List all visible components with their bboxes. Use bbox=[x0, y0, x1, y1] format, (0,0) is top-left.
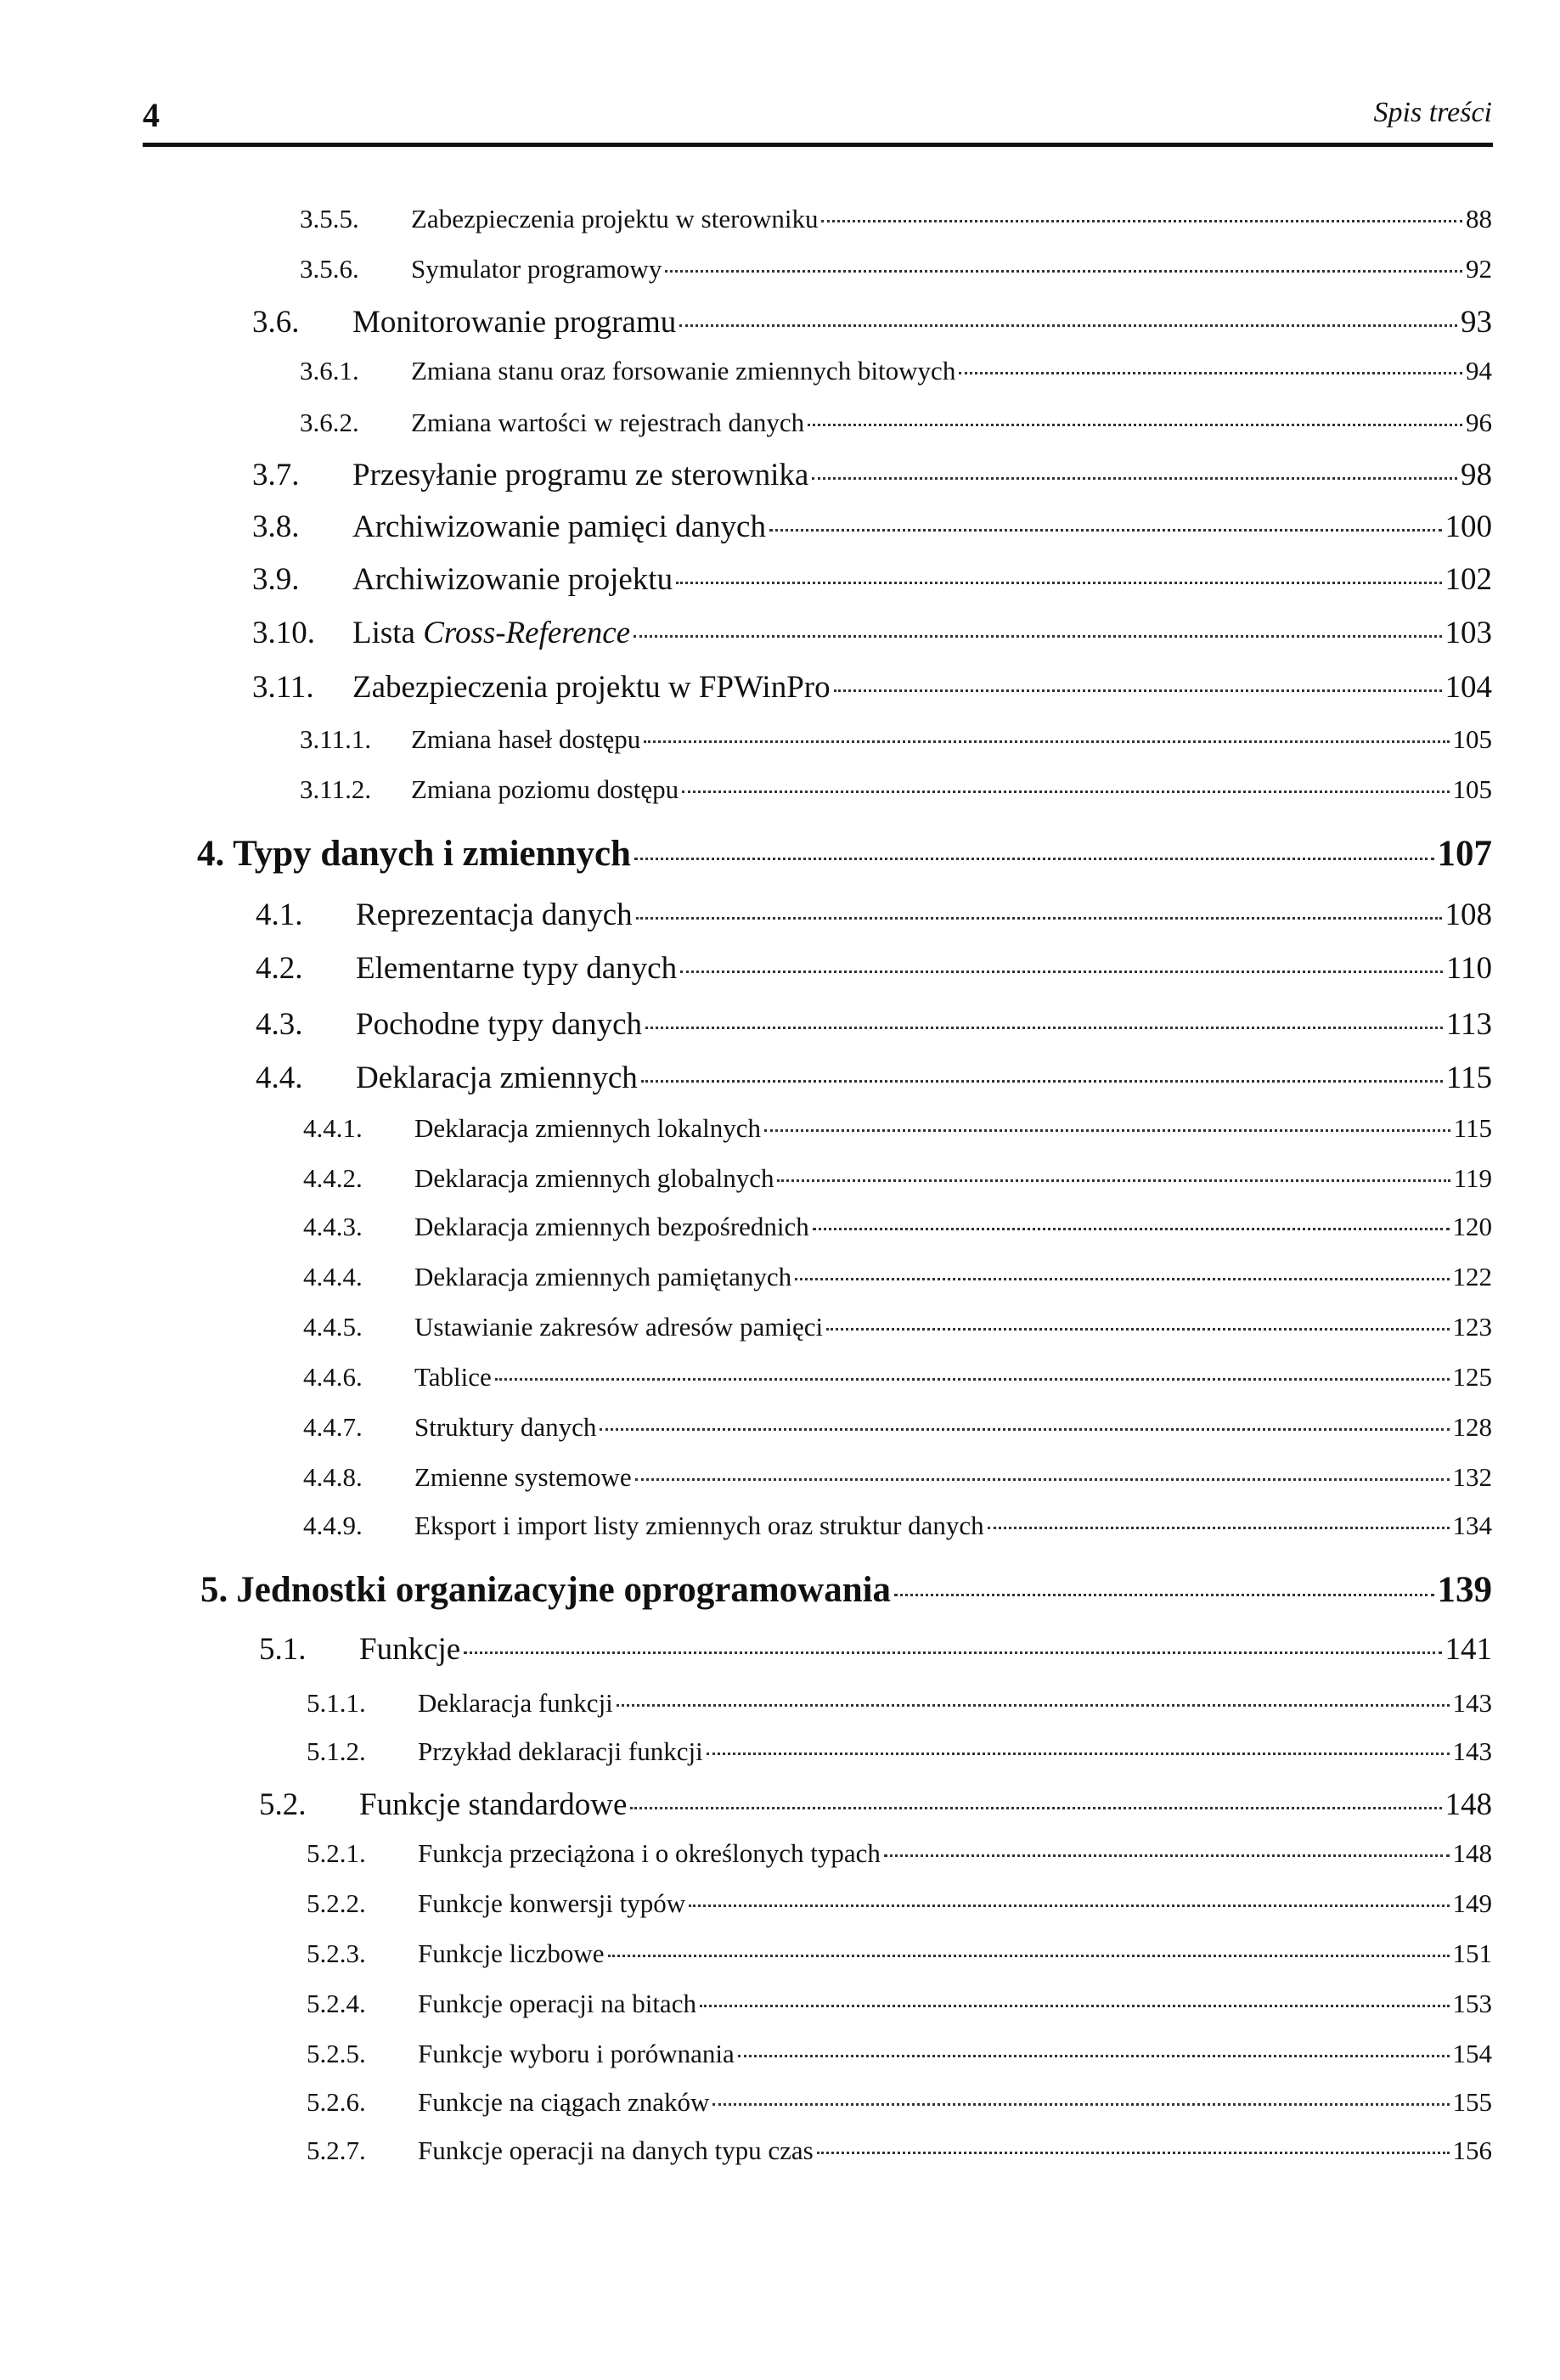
toc-entry bbox=[256, 897, 1492, 933]
toc-entry-number: 4.4.8. bbox=[303, 1461, 363, 1492]
toc-entry-page: 103 bbox=[1445, 616, 1492, 651]
dot-leader bbox=[617, 1704, 1450, 1707]
toc-entry bbox=[303, 1262, 1492, 1292]
toc-entry-title: Ustawianie zakresów adresów pamięci bbox=[414, 1311, 824, 1342]
toc-entry-number: 3.11.1. bbox=[300, 723, 372, 754]
toc-entry-page: 96 bbox=[1466, 407, 1492, 437]
dot-leader bbox=[600, 1428, 1449, 1431]
toc-entry-number: 4.4.5. bbox=[303, 1311, 363, 1342]
toc-entry bbox=[303, 1212, 1492, 1242]
dot-leader bbox=[636, 917, 1442, 920]
toc-entry-number: 5.1.1. bbox=[307, 1687, 366, 1718]
toc-entry-number: 4.1. bbox=[256, 897, 303, 933]
toc-entry-number: 4.3. bbox=[256, 1007, 303, 1043]
toc-entry-page: 102 bbox=[1445, 562, 1492, 598]
toc-entry-page: 128 bbox=[1452, 1411, 1492, 1442]
toc-entry bbox=[252, 457, 1492, 493]
toc-entry-number: 4.4. bbox=[256, 1061, 303, 1096]
toc-entry-title: Funkcje na ciągach znaków bbox=[418, 2086, 710, 2117]
toc-entry bbox=[307, 2087, 1492, 2118]
toc-entry-page: 113 bbox=[1445, 1007, 1492, 1043]
toc-entry bbox=[303, 1412, 1492, 1443]
dot-leader bbox=[645, 1027, 1443, 1029]
toc-entry-title: Pochodne typy danych bbox=[356, 1007, 643, 1043]
toc-entry-page: 94 bbox=[1466, 355, 1492, 385]
toc-entry-title: Deklaracja zmiennych globalnych bbox=[414, 1162, 774, 1193]
toc-entry bbox=[252, 509, 1492, 545]
toc-entry-page: 125 bbox=[1452, 1361, 1492, 1392]
toc-entry-number: 3.10. bbox=[252, 616, 315, 651]
toc-entry-number: 4.2. bbox=[256, 951, 303, 987]
toc-entry-number: 5.2.6. bbox=[307, 2086, 366, 2117]
toc-entry-page: 120 bbox=[1452, 1211, 1492, 1241]
toc-entry-page: 148 bbox=[1452, 1837, 1492, 1868]
toc-entry-number: 4.4.4. bbox=[303, 1261, 363, 1291]
toc-entry-title: Funkcje wyboru i porównania bbox=[418, 2038, 735, 2068]
toc-entry-page: 110 bbox=[1445, 951, 1492, 987]
dot-leader bbox=[634, 635, 1441, 638]
toc-entry-number: 5.1. bbox=[259, 1632, 307, 1668]
toc-entry-title: Funkcje operacji na bitach bbox=[418, 1988, 696, 2018]
toc-entry bbox=[307, 2039, 1492, 2069]
toc-entry-title: Zmiana haseł dostępu bbox=[411, 723, 641, 754]
toc-entry-title: Zmiana poziomu dostępu bbox=[411, 774, 679, 804]
toc-entry-page: 115 bbox=[1445, 1061, 1492, 1096]
dot-leader bbox=[959, 372, 1462, 374]
toc-entry bbox=[252, 561, 1492, 598]
toc-entry-number: 3.7. bbox=[252, 458, 300, 493]
toc-entry-number: 4. bbox=[197, 834, 225, 875]
dot-leader bbox=[764, 1129, 1450, 1132]
toc-entry bbox=[307, 1888, 1492, 1919]
toc-entry bbox=[300, 774, 1492, 805]
dot-leader bbox=[635, 1478, 1450, 1481]
toc-entry-title: Funkcje operacji na danych typu czas bbox=[418, 2135, 814, 2165]
toc-entry-title: Typy danych i zmiennych bbox=[233, 834, 631, 875]
toc-entry-page: 119 bbox=[1453, 1162, 1492, 1193]
toc-entry-title: Monitorowanie programu bbox=[352, 305, 677, 340]
toc-entry-page: 92 bbox=[1466, 253, 1492, 284]
dot-leader bbox=[707, 1753, 1450, 1755]
toc-entry-title: Zabezpieczenia projektu w sterowniku bbox=[411, 203, 819, 233]
toc-entry-title: Deklaracja funkcji bbox=[418, 1687, 613, 1718]
dot-leader bbox=[680, 971, 1443, 973]
dot-leader bbox=[634, 858, 1434, 860]
toc-entry-title: Deklaracja zmiennych bezpośrednich bbox=[414, 1211, 809, 1241]
toc-entry bbox=[256, 1060, 1492, 1096]
dot-leader bbox=[676, 582, 1441, 584]
dot-leader bbox=[826, 1328, 1449, 1331]
toc-entry-page: 149 bbox=[1452, 1888, 1492, 1918]
toc-entry-page: 93 bbox=[1461, 305, 1492, 340]
toc-entry bbox=[300, 724, 1492, 755]
running-title: Spis treści bbox=[1373, 97, 1492, 128]
dot-leader bbox=[894, 1594, 1433, 1596]
dot-leader bbox=[834, 689, 1442, 692]
toc-entry-number: 5.2.7. bbox=[307, 2135, 366, 2165]
dot-leader bbox=[813, 1228, 1450, 1230]
toc-entry-title: Archiwizowanie pamięci danych bbox=[352, 509, 766, 545]
dot-leader bbox=[769, 529, 1442, 532]
toc-entry-number: 5.2.4. bbox=[307, 1988, 366, 2018]
toc-entry-title: Funkcja przeciążona i o określonych typach bbox=[418, 1837, 881, 1868]
dot-leader bbox=[712, 2103, 1449, 2106]
dot-leader bbox=[795, 1278, 1449, 1280]
toc-entry-page: 100 bbox=[1445, 509, 1492, 545]
dot-leader bbox=[608, 1955, 1450, 1957]
toc-entry-page: 143 bbox=[1452, 1687, 1492, 1718]
toc-entry-title: Symulator programowy bbox=[411, 253, 662, 284]
toc-entry-number: 3.5.5. bbox=[300, 203, 359, 233]
header-rule bbox=[143, 143, 1493, 147]
toc-entry-number: 3.11.2. bbox=[300, 774, 372, 804]
toc-entry-title: Zmienne systemowe bbox=[414, 1461, 632, 1492]
dot-leader bbox=[821, 220, 1462, 222]
toc-entry-number: 3.6.2. bbox=[300, 407, 359, 437]
toc-entry bbox=[252, 669, 1492, 706]
toc-entry bbox=[303, 1163, 1492, 1194]
toc-entry bbox=[300, 204, 1492, 234]
toc-entry bbox=[300, 408, 1492, 438]
toc-entry bbox=[303, 1462, 1492, 1493]
toc-entry-title: Funkcje bbox=[359, 1632, 461, 1668]
toc-entry-page: 139 bbox=[1437, 1570, 1492, 1611]
toc-entry-number: 3.5.6. bbox=[300, 253, 359, 284]
toc-entry-title: Funkcje standardowe bbox=[359, 1787, 628, 1823]
toc-entry-page: 141 bbox=[1445, 1632, 1492, 1668]
toc-entry-title: Lista bbox=[352, 616, 424, 651]
dot-leader bbox=[812, 477, 1457, 480]
toc-entry-title: Tablice bbox=[414, 1361, 492, 1392]
toc-entry-title: Zmiana stanu oraz forsowanie zmiennych bitowych bbox=[411, 355, 956, 385]
toc-entry-number: 5.2.2. bbox=[307, 1888, 366, 1918]
toc-entry-page: 153 bbox=[1452, 1988, 1492, 2018]
toc-entry-title: Przykład deklaracji funkcji bbox=[418, 1736, 703, 1766]
toc-entry-page: 154 bbox=[1452, 2038, 1492, 2068]
toc-entry-page: 156 bbox=[1452, 2135, 1492, 2165]
dot-leader bbox=[464, 1651, 1441, 1654]
toc-entry bbox=[307, 2135, 1492, 2166]
toc-entry-page: 107 bbox=[1437, 834, 1492, 875]
toc-entry-title: Deklaracja zmiennych bbox=[356, 1061, 638, 1096]
toc-entry-page: 98 bbox=[1461, 458, 1492, 493]
toc-entry-title: Deklaracja zmiennych lokalnych bbox=[414, 1112, 761, 1143]
dot-leader bbox=[700, 2005, 1450, 2007]
toc-entry-page: 108 bbox=[1445, 897, 1492, 933]
toc-entry-page: 132 bbox=[1452, 1461, 1492, 1492]
toc-entry bbox=[252, 615, 1492, 651]
toc-entry-number: 3.6. bbox=[252, 305, 300, 340]
toc-entry-number: 4.4.9. bbox=[303, 1510, 363, 1540]
toc-entry-page: 88 bbox=[1466, 203, 1492, 233]
toc-entry-number: 4.4.3. bbox=[303, 1211, 363, 1241]
toc-entry-number: 5.2.1. bbox=[307, 1837, 366, 1868]
toc-entry-title: Przesyłanie programu ze sterownika bbox=[352, 458, 809, 493]
toc-entry-page: 155 bbox=[1452, 2086, 1492, 2117]
toc-entry-number: 4.4.2. bbox=[303, 1162, 363, 1193]
page-number: 4 bbox=[143, 96, 160, 134]
dot-leader bbox=[884, 1854, 1450, 1857]
toc-entry bbox=[256, 1006, 1492, 1043]
toc-entry-title: Eksport i import listy zmiennych oraz struktur danych bbox=[414, 1510, 984, 1540]
dot-leader bbox=[644, 740, 1449, 743]
toc-entry bbox=[303, 1511, 1492, 1541]
toc-entry-title: Struktury danych bbox=[414, 1411, 597, 1442]
toc-entry-title: Deklaracja zmiennych pamiętanych bbox=[414, 1261, 792, 1291]
toc-entry-title: Jednostki organizacyjne oprogramowania bbox=[236, 1570, 892, 1611]
toc-entry-number: 5.1.2. bbox=[307, 1736, 366, 1766]
toc-entry-page: 134 bbox=[1452, 1510, 1492, 1540]
toc-entry bbox=[197, 833, 1492, 875]
dot-leader bbox=[679, 324, 1457, 327]
toc-entry-title: Elementarne typy danych bbox=[356, 951, 678, 987]
toc-entry bbox=[307, 1736, 1492, 1767]
toc-entry bbox=[259, 1631, 1492, 1668]
toc-entry-title-italic: Cross-Reference bbox=[423, 616, 631, 651]
dot-leader bbox=[495, 1378, 1450, 1381]
toc-entry bbox=[300, 356, 1492, 386]
dot-leader bbox=[777, 1179, 1450, 1182]
toc-entry-title: Funkcje konwersji typów bbox=[418, 1888, 686, 1918]
toc-entry-number: 5.2.3. bbox=[307, 1938, 366, 1968]
toc-entry-page: 122 bbox=[1452, 1261, 1492, 1291]
toc-entry-title: Funkcje liczbowe bbox=[418, 1938, 605, 1968]
toc-entry bbox=[303, 1362, 1492, 1393]
toc-entry bbox=[307, 1838, 1492, 1869]
toc-entry-page: 123 bbox=[1452, 1311, 1492, 1342]
dot-leader bbox=[682, 791, 1449, 793]
dot-leader bbox=[817, 2152, 1450, 2154]
toc-entry bbox=[252, 304, 1492, 340]
toc-entry-number: 3.11. bbox=[252, 670, 314, 706]
dot-leader bbox=[665, 270, 1462, 273]
toc-entry bbox=[259, 1786, 1492, 1823]
toc-entry-page: 143 bbox=[1452, 1736, 1492, 1766]
toc-entry-number: 5.2. bbox=[259, 1787, 307, 1823]
toc-entry-number: 3.8. bbox=[252, 509, 300, 545]
toc-entry-number: 4.4.6. bbox=[303, 1361, 363, 1392]
toc-entry-number: 5. bbox=[200, 1570, 228, 1611]
toc-entry bbox=[303, 1312, 1492, 1342]
dot-leader bbox=[689, 1905, 1449, 1907]
toc-entry-number: 4.4.7. bbox=[303, 1411, 363, 1442]
toc-entry-title: Zabezpieczenia projektu w FPWinPro bbox=[352, 670, 831, 706]
dot-leader bbox=[630, 1807, 1441, 1809]
toc-entry-page: 105 bbox=[1452, 723, 1492, 754]
dot-leader bbox=[988, 1527, 1450, 1529]
toc-entry-title: Archiwizowanie projektu bbox=[352, 562, 673, 598]
toc-entry-page: 115 bbox=[1453, 1112, 1492, 1143]
toc-entry bbox=[303, 1113, 1492, 1144]
toc-entry bbox=[256, 950, 1492, 987]
dot-leader bbox=[641, 1080, 1443, 1083]
toc-entry-page: 148 bbox=[1445, 1787, 1492, 1823]
dot-leader bbox=[808, 424, 1462, 426]
toc-entry-number: 5.2.5. bbox=[307, 2038, 366, 2068]
toc-entry bbox=[200, 1569, 1492, 1611]
toc-entry-title: Zmiana wartości w rejestrach danych bbox=[411, 407, 805, 437]
toc-entry bbox=[307, 1989, 1492, 2019]
toc-entry bbox=[300, 254, 1492, 284]
toc-entry bbox=[307, 1938, 1492, 1969]
toc-entry bbox=[307, 1688, 1492, 1719]
toc-entry-title: Reprezentacja danych bbox=[356, 897, 633, 933]
toc-entry-number: 3.9. bbox=[252, 562, 300, 598]
toc-entry-page: 104 bbox=[1445, 670, 1492, 706]
toc-entry-page: 105 bbox=[1452, 774, 1492, 804]
toc-entry-page: 151 bbox=[1452, 1938, 1492, 1968]
toc-entry-number: 3.6.1. bbox=[300, 355, 359, 385]
dot-leader bbox=[738, 2055, 1450, 2057]
toc-entry-number: 4.4.1. bbox=[303, 1112, 363, 1143]
